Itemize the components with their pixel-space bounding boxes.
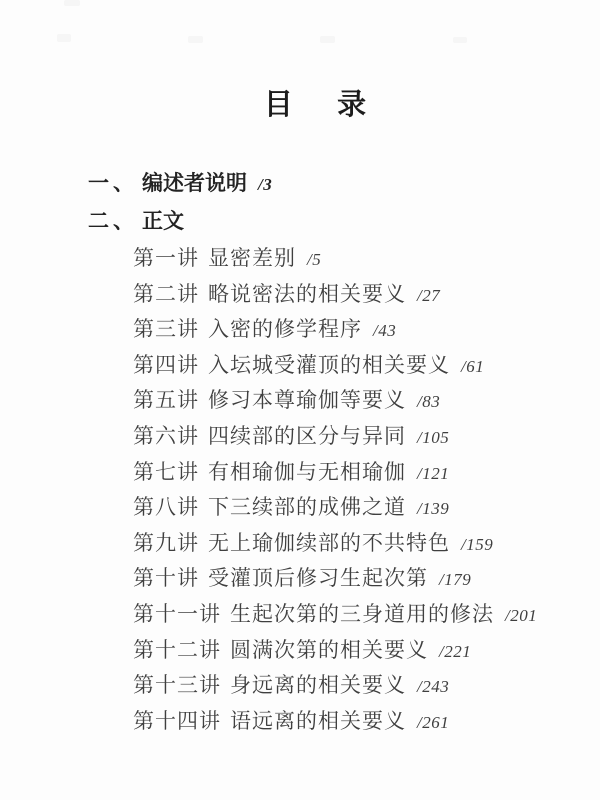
chapter-page-number: /121 — [417, 463, 450, 483]
toc-entry — [133, 388, 537, 424]
chapter-number: 第四讲 — [133, 352, 199, 377]
toc-entry — [133, 460, 537, 496]
chapter-number: 第十讲 — [133, 566, 199, 591]
chapter-list — [133, 246, 537, 744]
chapter-title: 有相瑜伽与无相瑜伽 — [208, 459, 406, 484]
chapter-page-number: /105 — [417, 427, 450, 447]
toc-entry — [133, 531, 537, 567]
chapter-number: 第十三讲 — [133, 673, 221, 698]
scan-smudge — [64, 0, 80, 6]
section-number: 一、 — [88, 171, 138, 195]
toc-entry — [133, 353, 537, 389]
chapter-number: 第五讲 — [133, 388, 199, 413]
scan-smudge — [57, 34, 71, 42]
chapter-page-number: /179 — [439, 570, 472, 590]
chapter-page-number: /43 — [373, 321, 397, 341]
chapter-title: 修习本尊瑜伽等要义 — [208, 388, 406, 413]
chapter-page-number: /201 — [505, 605, 538, 625]
chapter-title: 略说密法的相关要义 — [208, 281, 406, 306]
chapter-title: 入密的修学程序 — [208, 317, 362, 342]
chapter-title: 生起次第的三身道用的修法 — [230, 601, 494, 626]
chapter-number: 第三讲 — [133, 317, 199, 342]
toc-entry — [133, 282, 537, 318]
section-page-number: /3 — [258, 175, 273, 194]
scan-smudge — [188, 36, 203, 43]
chapter-number: 第八讲 — [133, 495, 199, 520]
chapter-page-number: /159 — [461, 534, 494, 554]
chapter-page-number: /261 — [417, 712, 450, 732]
chapter-page-number: /5 — [307, 250, 322, 269]
chapter-page-number: /243 — [417, 677, 450, 697]
chapter-title: 语远离的相关要义 — [230, 708, 406, 733]
toc-entry — [133, 566, 537, 602]
chapter-number: 第十二讲 — [133, 637, 221, 662]
chapter-number: 第一讲 — [133, 246, 199, 270]
toc-entry — [133, 638, 537, 674]
chapter-title: 四续部的区分与异同 — [208, 423, 406, 448]
section-number: 二、 — [88, 209, 138, 233]
toc-entry — [133, 495, 537, 531]
chapter-number: 第二讲 — [133, 281, 199, 306]
chapter-number: 第十一讲 — [133, 601, 221, 626]
chapter-title: 入坛城受灌顶的相关要义 — [208, 352, 450, 377]
section-title: 正文 — [142, 209, 184, 233]
toc-entry — [133, 709, 537, 745]
toc-section-editors-note — [88, 171, 272, 209]
chapter-title: 无上瑜伽续部的不共特色 — [208, 530, 450, 555]
chapter-page-number: /139 — [417, 499, 450, 519]
chapter-number: 第九讲 — [133, 530, 199, 555]
chapter-title: 显密差别 — [208, 246, 296, 270]
chapter-title: 受灌顶后修习生起次第 — [208, 566, 428, 591]
section-title: 编述者说明 — [142, 171, 247, 195]
scan-smudge — [453, 37, 467, 43]
toc-top-sections — [88, 171, 272, 247]
chapter-number: 第七讲 — [133, 459, 199, 484]
toc-entry — [133, 317, 537, 353]
toc-entry — [133, 424, 537, 460]
toc-section-main-text — [88, 209, 272, 247]
chapter-page-number: /83 — [417, 392, 441, 412]
toc-entry — [133, 602, 537, 638]
chapter-page-number: /221 — [439, 641, 472, 661]
chapter-page-number: /27 — [417, 285, 441, 305]
chapter-title: 身远离的相关要义 — [230, 673, 406, 698]
toc-entry — [133, 673, 537, 709]
chapter-page-number: /61 — [461, 356, 485, 376]
toc-entry — [133, 246, 537, 282]
chapter-title: 圆满次第的相关要义 — [230, 637, 428, 662]
chapter-number: 第十四讲 — [133, 708, 221, 733]
chapter-number: 第六讲 — [133, 423, 199, 448]
scan-smudge — [320, 36, 335, 43]
page-title: 目 录 — [263, 89, 369, 121]
chapter-title: 下三续部的成佛之道 — [208, 495, 406, 520]
